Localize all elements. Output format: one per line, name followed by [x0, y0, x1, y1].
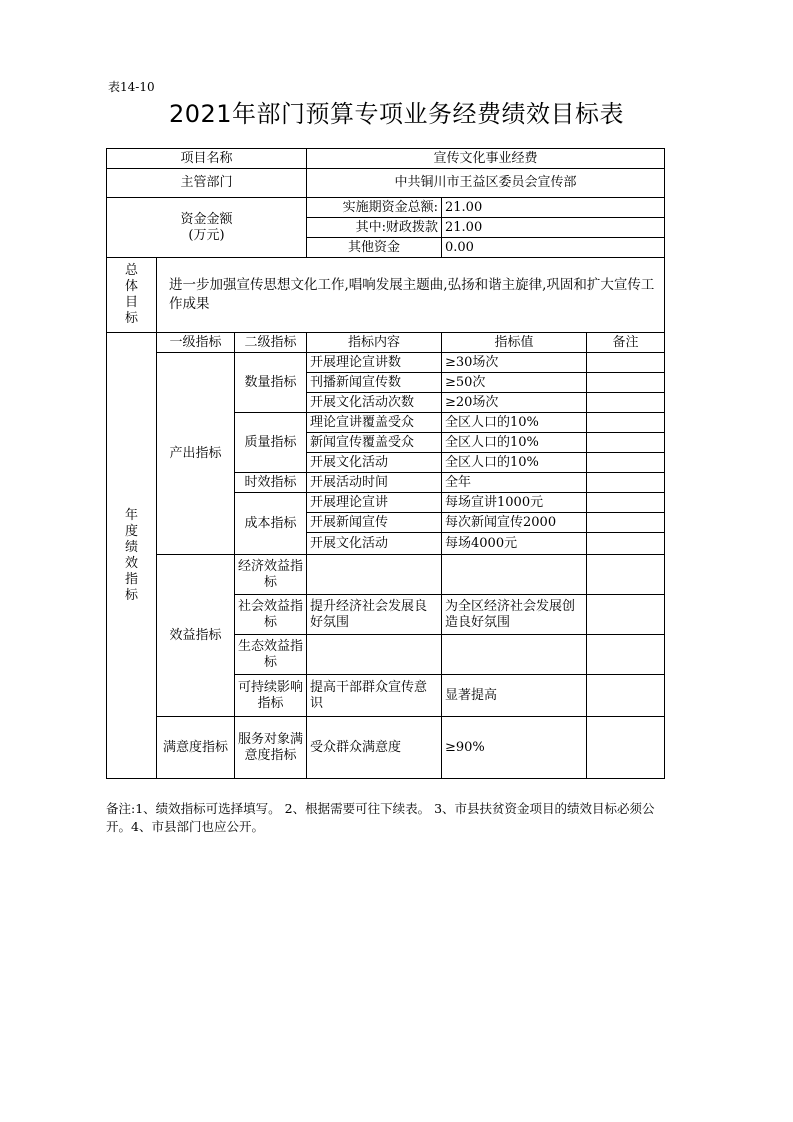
timeliness-indicator-label: 时效指标	[235, 473, 307, 493]
indicator-content: 刊播新闻宣传数	[307, 373, 442, 393]
indicator-value	[442, 555, 587, 595]
header-level2: 二级指标	[235, 333, 307, 353]
indicator-value	[442, 635, 587, 675]
dept-label: 主管部门	[107, 169, 307, 198]
performance-table	[106, 148, 665, 779]
indicator-remark	[587, 555, 665, 595]
indicator-remark	[587, 513, 665, 533]
indicator-remark	[587, 433, 665, 453]
indicator-remark	[587, 413, 665, 433]
economic-benefit-label: 经济效益指标	[235, 555, 307, 595]
project-name-row	[107, 149, 665, 169]
cost-indicator-label: 成本指标	[235, 493, 307, 555]
benefit-indicator-label: 效益指标	[157, 555, 235, 717]
indicator-remark	[587, 533, 665, 555]
indicator-content: 理论宣讲覆盖受众	[307, 413, 442, 433]
funds-fiscal-label: 其中:财政拨款	[307, 218, 442, 238]
indicator-content	[307, 635, 442, 675]
indicator-content: 提高干部群众宣传意识	[307, 675, 442, 717]
indicator-content: 提升经济社会发展良好氛围	[307, 595, 442, 635]
indicator-value: 全年	[442, 473, 587, 493]
project-name-value: 宣传文化事业经费	[307, 149, 665, 169]
indicator-value: 每次新闻宣传2000	[442, 513, 587, 533]
indicator-remark	[587, 717, 665, 779]
indicator-value: 全区人口的10%	[442, 453, 587, 473]
indicator-remark	[587, 353, 665, 373]
indicator-value: ≥90%	[442, 717, 587, 779]
table-row	[107, 555, 665, 595]
indicator-content: 开展理论宣讲	[307, 493, 442, 513]
indicator-remark	[587, 595, 665, 635]
indicator-content: 开展文化活动	[307, 453, 442, 473]
overall-goal-text: 进一步加强宣传思想文化工作,唱响发展主题曲,弘扬和谐主旋律,巩固和扩大宣传工作成果	[157, 258, 665, 333]
funds-label	[107, 198, 307, 258]
funds-total-label: 实施期资金总额:	[307, 198, 442, 218]
indicator-value: 全区人口的10%	[442, 413, 587, 433]
indicator-value: 每场4000元	[442, 533, 587, 555]
indicator-value: 为全区经济社会发展创造良好氛围	[442, 595, 587, 635]
dept-value: 中共铜川市王益区委员会宣传部	[307, 169, 665, 198]
indicator-value: ≥50次	[442, 373, 587, 393]
indicator-content: 开展新闻宣传	[307, 513, 442, 533]
indicator-content: 开展理论宣讲数	[307, 353, 442, 373]
indicator-header-row	[107, 333, 665, 353]
project-name-label: 项目名称	[107, 149, 307, 169]
funds-fiscal-value: 21.00	[442, 218, 665, 238]
funds-total-value: 21.00	[442, 198, 665, 218]
table-code: 表14-10	[108, 80, 155, 94]
social-benefit-label: 社会效益指标	[235, 595, 307, 635]
indicator-remark	[587, 393, 665, 413]
funds-label-line2: (万元)	[188, 227, 225, 243]
satisfaction-indicator-label: 满意度指标	[157, 717, 235, 779]
header-remark: 备注	[587, 333, 665, 353]
indicator-content: 新闻宣传覆盖受众	[307, 433, 442, 453]
indicator-remark	[587, 373, 665, 393]
indicator-content	[307, 555, 442, 595]
indicator-remark	[587, 473, 665, 493]
indicator-value: ≥30场次	[442, 353, 587, 373]
indicator-content: 开展文化活动次数	[307, 393, 442, 413]
overall-goal-row	[107, 258, 665, 333]
indicator-content: 开展文化活动	[307, 533, 442, 555]
annual-indicator-label: 年 度 绩 效 指 标	[107, 333, 157, 779]
service-satisfaction-label: 服务对象满意度指标	[235, 717, 307, 779]
overall-goal-label: 总 体 目 标	[107, 258, 157, 333]
funds-other-value: 0.00	[442, 238, 665, 258]
quantity-indicator-label: 数量指标	[235, 353, 307, 413]
indicator-content: 开展活动时间	[307, 473, 442, 493]
funds-label-line1: 资金金额	[180, 211, 233, 227]
footer-note: 备注:1、绩效指标可选择填写。 2、根据需要可往下续表。 3、市县扶贫资金项目的绩效目标必须公开。4、市县部门也应公开。	[106, 801, 655, 834]
header-level1: 一级指标	[157, 333, 235, 353]
indicator-value: 每场宣讲1000元	[442, 493, 587, 513]
header-value: 指标值	[442, 333, 587, 353]
page-title: 2021年部门预算专项业务经费绩效目标表	[168, 100, 625, 128]
indicator-remark	[587, 493, 665, 513]
table-row	[107, 353, 665, 373]
quality-indicator-label: 质量指标	[235, 413, 307, 473]
header-content: 指标内容	[307, 333, 442, 353]
indicator-remark	[587, 453, 665, 473]
ecological-benefit-label: 生态效益指标	[235, 635, 307, 675]
indicator-content: 受众群众满意度	[307, 717, 442, 779]
indicator-value: 全区人口的10%	[442, 433, 587, 453]
funds-total-row	[107, 198, 665, 218]
indicator-value: ≥20场次	[442, 393, 587, 413]
indicator-value: 显著提高	[442, 675, 587, 717]
indicator-remark	[587, 675, 665, 717]
output-indicator-label: 产出指标	[157, 353, 235, 555]
indicator-remark	[587, 635, 665, 675]
table-row	[107, 717, 665, 779]
dept-row	[107, 169, 665, 198]
sustainable-impact-label: 可持续影响指标	[235, 675, 307, 717]
funds-other-label: 其他资金	[307, 238, 442, 258]
